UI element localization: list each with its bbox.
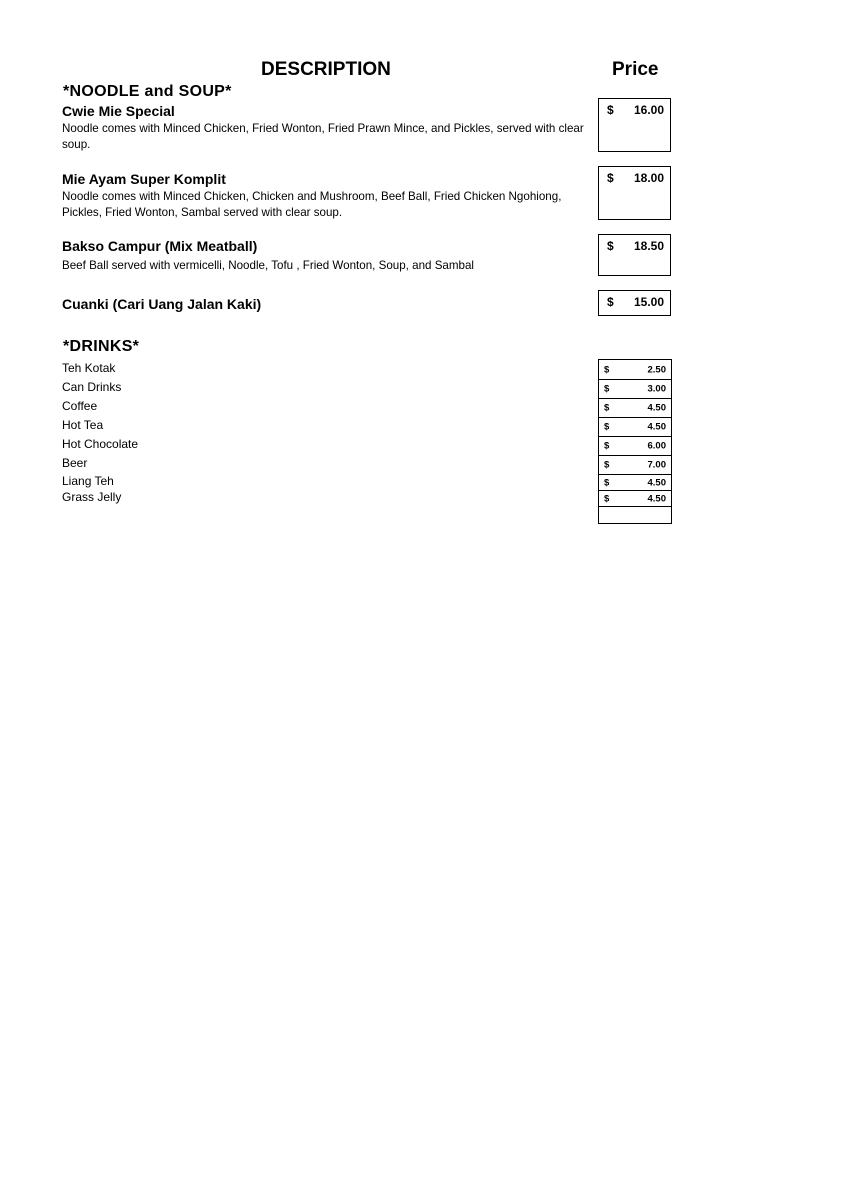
currency-symbol: $ (607, 239, 614, 253)
price-value: 4.50 (647, 477, 666, 488)
price-value: 4.50 (647, 402, 666, 414)
drink-item-name: Beer (62, 456, 88, 470)
drink-price-row (599, 475, 671, 491)
drink-price-row-empty (599, 507, 671, 523)
menu-item-name: Bakso Campur (Mix Meatball) (62, 238, 258, 254)
menu-item-name: Mie Ayam Super Komplit (62, 171, 226, 187)
menu-item-description: Noodle comes with Minced Chicken, Fried Wonton, Fried Prawn Mince, and Pickles, served with clear soup. (62, 122, 584, 151)
drinks-section-title: *DRINKS* (63, 338, 140, 355)
price-header: Price (612, 59, 659, 80)
drink-item-name: Coffee (62, 399, 98, 413)
drink-item-name: Teh Kotak (62, 361, 116, 375)
price-box (598, 166, 671, 220)
drink-price-row (599, 491, 671, 507)
menu-item-description: Beef Ball served with vermicelli, Noodle, Tofu , Fried Wonton, Soup, and Sambal (62, 259, 475, 272)
drink-item-name: Hot Tea (62, 418, 104, 432)
drink-item-name: Liang Teh (62, 474, 114, 488)
price-value: 3.00 (647, 383, 666, 395)
menu-item-name: Cwie Mie Special (62, 103, 175, 119)
menu-item-name: Cuanki (Cari Uang Jalan Kaki) (62, 296, 262, 312)
price-value: 18.00 (633, 171, 664, 185)
currency-symbol: $ (604, 477, 610, 488)
currency-symbol: $ (604, 459, 610, 471)
currency-symbol: $ (604, 402, 610, 414)
currency-symbol: $ (604, 383, 610, 395)
drink-item-name: Grass Jelly (62, 490, 122, 504)
price-box (598, 98, 671, 152)
currency-symbol: $ (607, 295, 614, 309)
menu-item-description: Noodle comes with Minced Chicken, Chicken and Mushroom, Beef Ball, Fried Chicken Ngohiong, Pickles, Fried Wonton, Sambal served with clear soup. (62, 190, 562, 219)
drink-item-name: Can Drinks (62, 380, 122, 394)
price-value: 2.50 (647, 364, 666, 375)
price-value: 6.00 (647, 440, 666, 452)
price-box (598, 234, 671, 276)
drink-price-row (599, 399, 671, 418)
price-value: 4.50 (647, 493, 666, 504)
drink-price-row (599, 456, 671, 475)
drink-price-row (599, 418, 671, 437)
currency-symbol: $ (604, 440, 610, 452)
currency-symbol: $ (604, 493, 610, 504)
price-value: 18.50 (633, 239, 664, 253)
drinks-price-table (598, 359, 672, 524)
drink-item-name: Hot Chocolate (62, 437, 139, 451)
currency-symbol: $ (604, 421, 610, 433)
currency-symbol: $ (607, 103, 614, 117)
drink-price-row (599, 437, 671, 456)
price-value: 16.00 (633, 103, 664, 117)
drink-price-row (599, 380, 671, 399)
price-box (598, 290, 671, 316)
price-value: 4.50 (647, 421, 666, 433)
noodle-section-title: *NOODLE and SOUP* (63, 83, 232, 100)
drink-price-row (599, 360, 671, 380)
price-value: 7.00 (647, 459, 666, 471)
description-header: DESCRIPTION (261, 59, 391, 80)
currency-symbol: $ (607, 171, 614, 185)
currency-symbol: $ (604, 364, 610, 375)
price-value: 15.00 (633, 295, 664, 309)
